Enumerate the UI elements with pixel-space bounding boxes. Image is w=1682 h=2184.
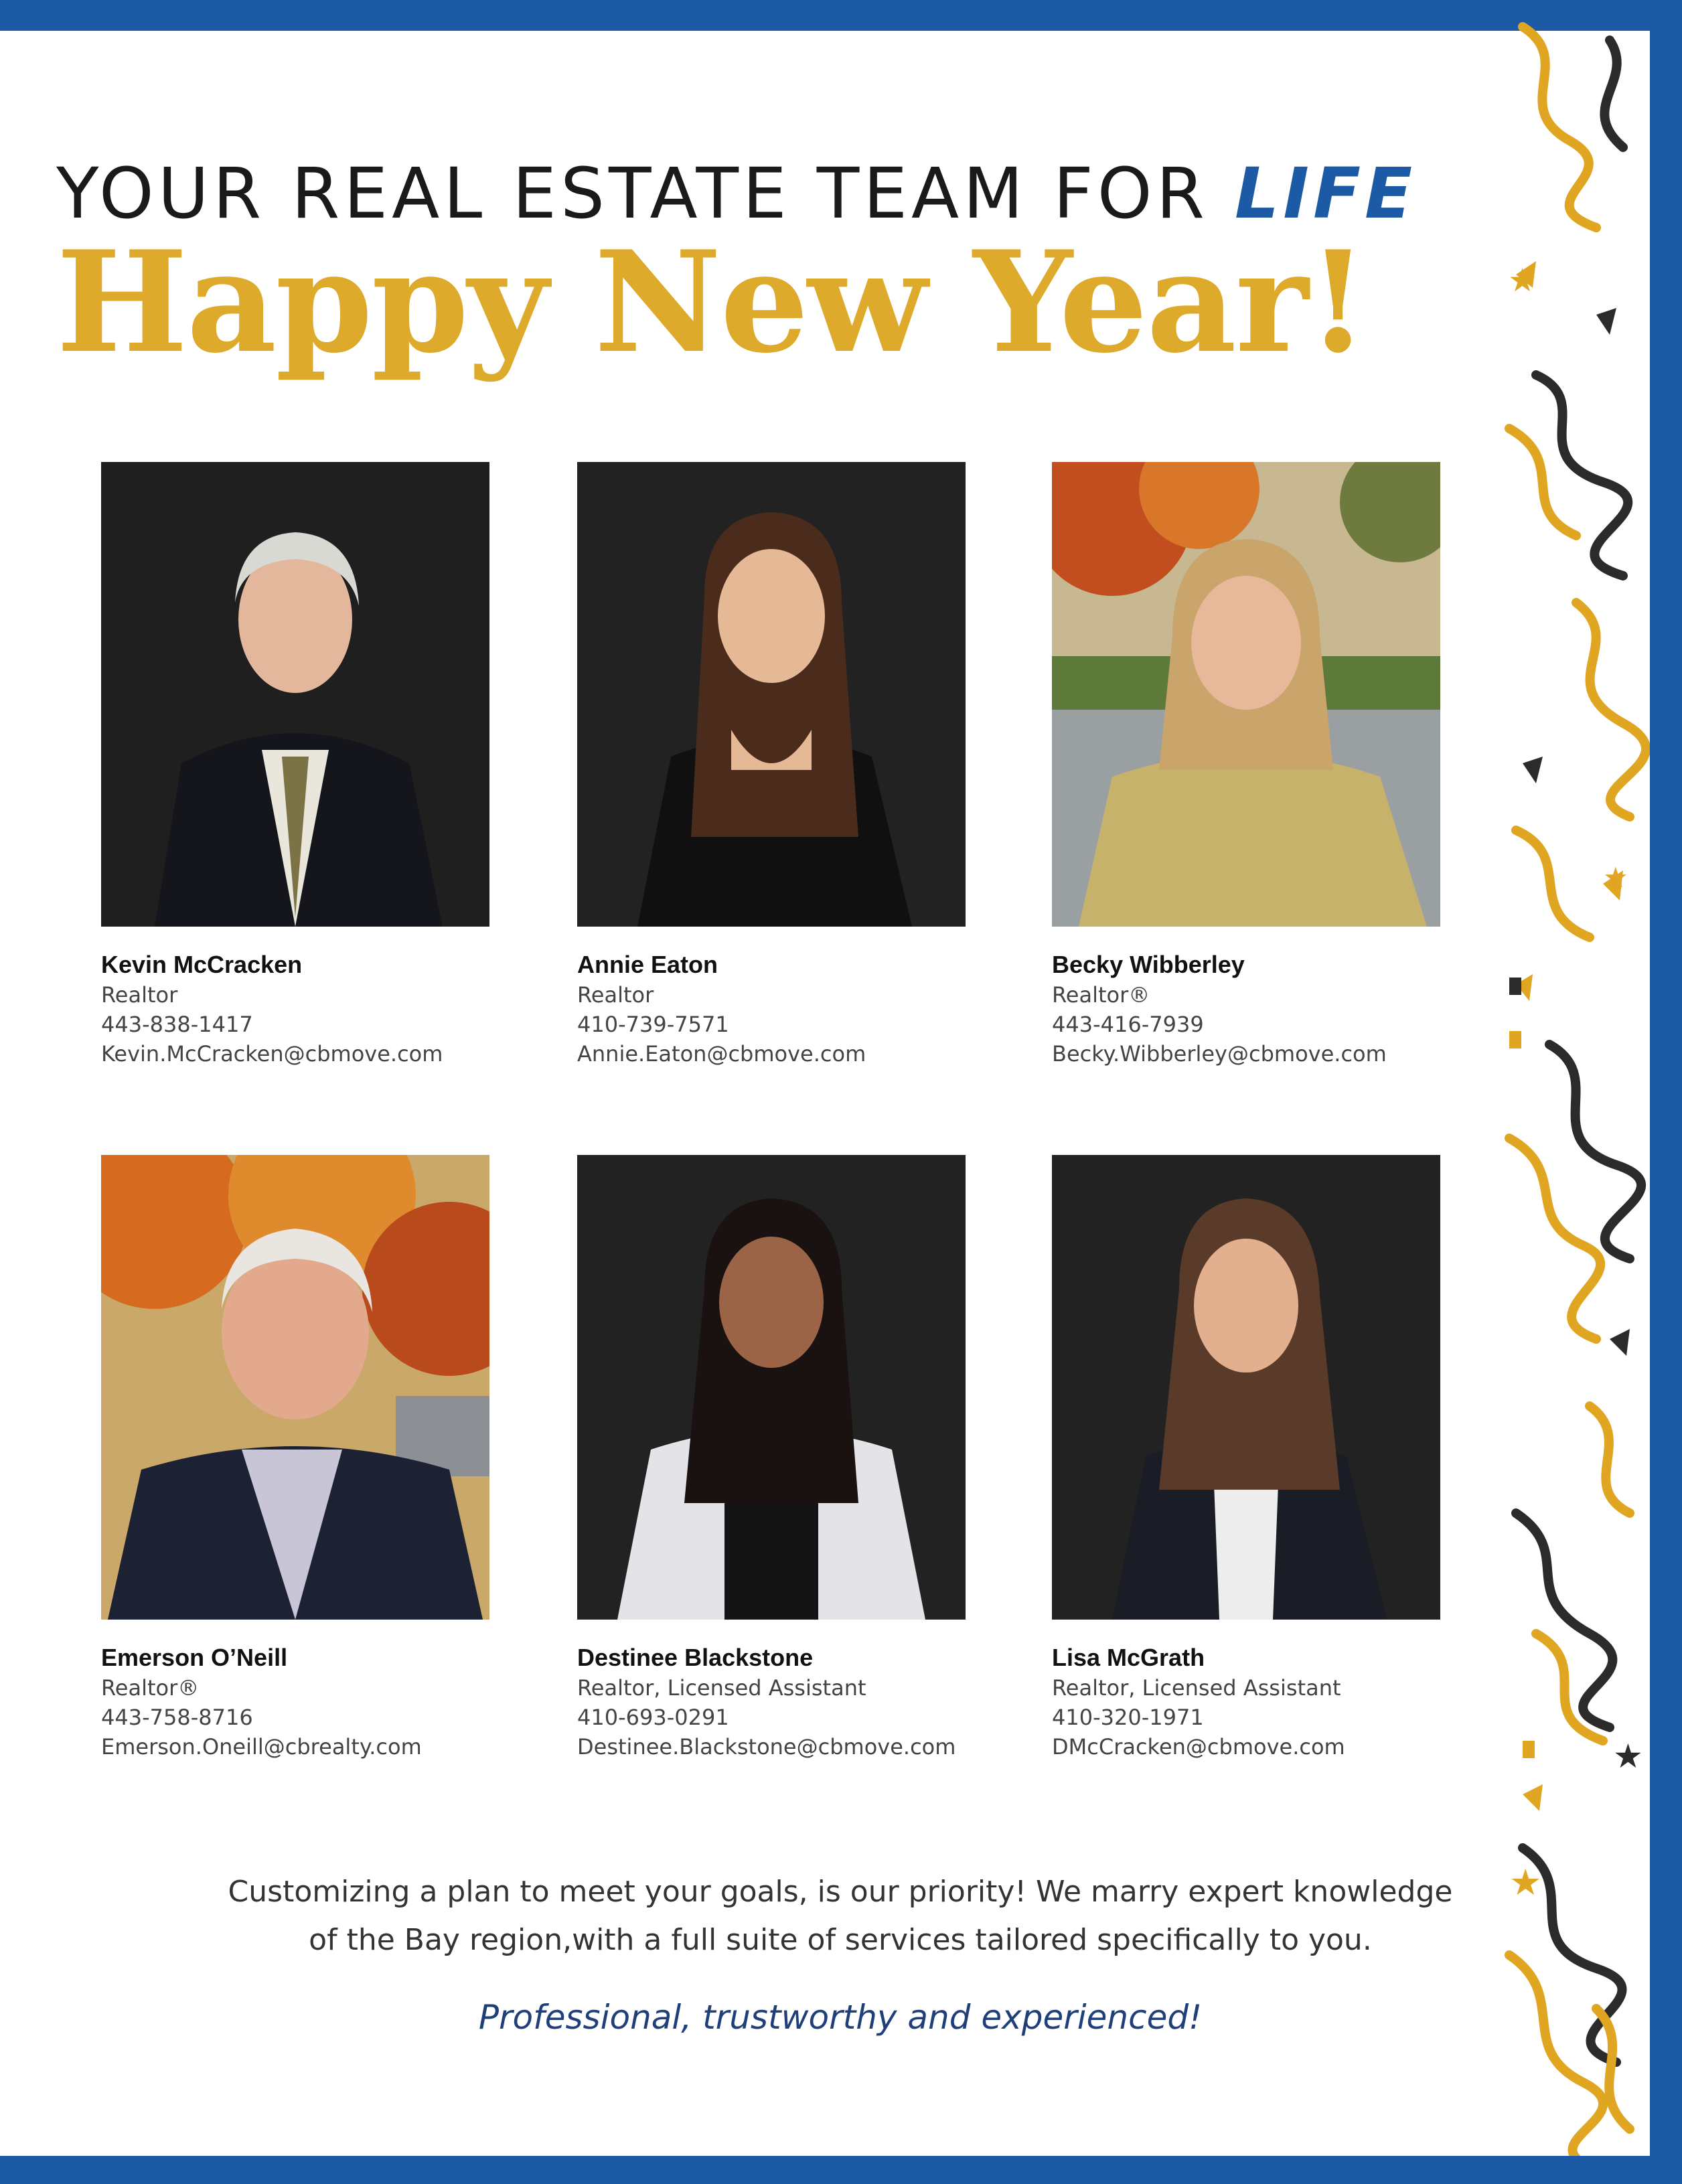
member-email[interactable]: Kevin.McCracken@cbmove.com xyxy=(101,1041,443,1067)
member-title: Realtor, Licensed Assistant xyxy=(1052,1675,1341,1701)
member-phone[interactable]: 443-758-8716 xyxy=(101,1705,253,1730)
member-title: Realtor, Licensed Assistant xyxy=(577,1675,866,1701)
member-phone[interactable]: 443-416-7939 xyxy=(1052,1012,1204,1037)
headshot-photo xyxy=(101,462,489,927)
top-border xyxy=(0,0,1682,31)
team-member-card xyxy=(577,462,966,1069)
member-phone[interactable]: 410-693-0291 xyxy=(577,1705,729,1730)
member-title: Realtor xyxy=(101,982,178,1008)
member-name: Destinee Blackstone xyxy=(577,1644,814,1671)
team-member-card xyxy=(101,1155,489,1762)
member-name: Becky Wibberley xyxy=(1052,951,1245,978)
intro-line-1: Customizing a plan to meet your goals, is our priority! We marry expert knowledge xyxy=(228,1875,1453,1909)
team-member-card xyxy=(577,1155,966,1762)
member-phone[interactable]: 443-838-1417 xyxy=(101,1012,253,1037)
member-title: Realtor® xyxy=(1052,982,1150,1008)
side-border xyxy=(1650,0,1682,2184)
headshot-photo xyxy=(577,462,966,927)
team-member-card xyxy=(1052,462,1440,1069)
svg-text:★: ★ xyxy=(1509,1861,1542,1903)
svg-text:★: ★ xyxy=(1603,861,1628,894)
member-email[interactable]: Destinee.Blackstone@cbmove.com xyxy=(577,1734,956,1760)
tagline: Professional, trustworthy and experienced! xyxy=(478,1998,1203,2037)
greeting-title: Happy New Year! xyxy=(56,221,1367,384)
member-name: Annie Eaton xyxy=(577,951,718,978)
member-email[interactable]: Annie.Eaton@cbmove.com xyxy=(577,1041,866,1067)
intro-line-2: of the Bay region,with a full suite of services tailored specifically to you. xyxy=(309,1923,1372,1957)
bottom-border xyxy=(0,2156,1682,2184)
heading-emphasis: LIFE xyxy=(1234,153,1417,234)
member-name: Emerson O’Neill xyxy=(101,1644,288,1671)
svg-text:★: ★ xyxy=(1508,262,1537,299)
heading-text: YOUR REAL ESTATE TEAM FOR xyxy=(56,153,1235,234)
headshot-photo xyxy=(577,1155,966,1620)
member-name: Lisa McGrath xyxy=(1052,1644,1205,1671)
member-title: Realtor xyxy=(577,982,654,1008)
member-name: Kevin McCracken xyxy=(101,951,303,978)
team-member-card xyxy=(101,462,489,1069)
member-email[interactable]: Emerson.Oneill@cbrealty.com xyxy=(101,1734,422,1760)
team-member-card xyxy=(1052,1155,1440,1762)
member-title: Realtor® xyxy=(101,1675,200,1701)
intro-paragraph xyxy=(167,1868,1513,1964)
svg-text:★: ★ xyxy=(1613,1737,1643,1776)
headshot-photo xyxy=(1052,1155,1440,1620)
headshot-photo xyxy=(1052,462,1440,927)
member-email[interactable]: Becky.Wibberley@cbmove.com xyxy=(1052,1041,1387,1067)
headshot-photo xyxy=(101,1155,489,1620)
member-phone[interactable]: 410-320-1971 xyxy=(1052,1705,1204,1730)
member-email[interactable]: DMcCracken@cbmove.com xyxy=(1052,1734,1345,1760)
confetti-decoration xyxy=(1496,0,1650,2184)
member-phone[interactable]: 410-739-7571 xyxy=(577,1012,729,1037)
